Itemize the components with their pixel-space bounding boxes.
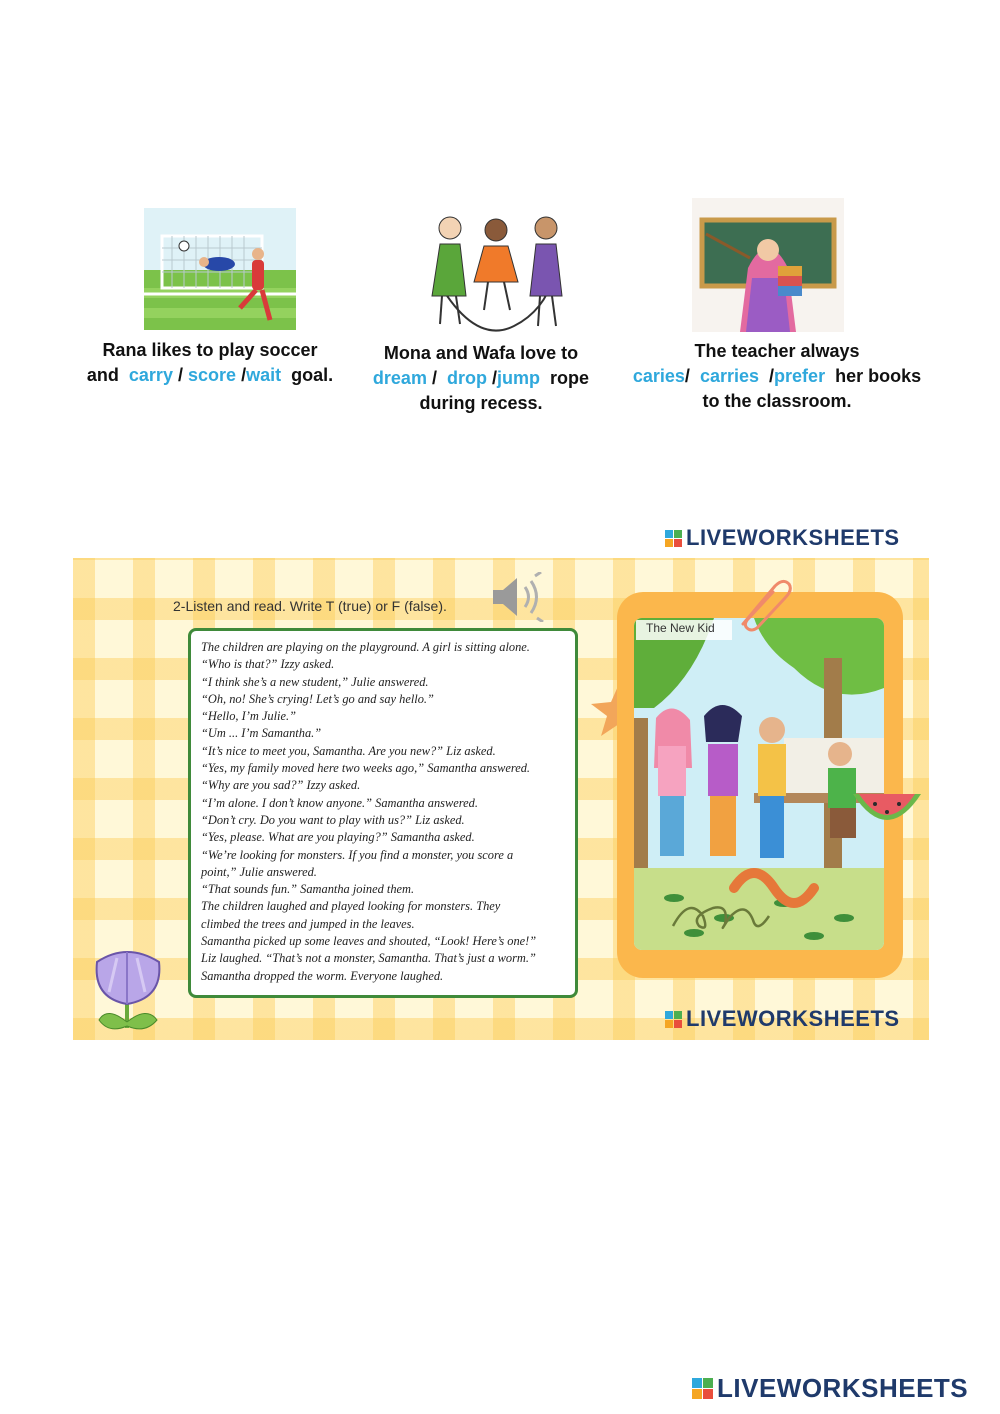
sentence-3-line3: to the classroom.: [702, 391, 852, 411]
story-line: “I’m alone. I don’t know anyone.” Samantha answered.: [201, 795, 478, 810]
story-line: “Oh, no! She’s crying! Let’s go and say hello.”: [201, 691, 434, 706]
option-jump[interactable]: jump: [497, 368, 541, 388]
option-drop[interactable]: drop: [447, 368, 487, 388]
sentence-3-post: her books: [835, 366, 922, 386]
story-line: “I think she’s a new student,” Julie answered.: [201, 674, 429, 689]
story-text-box: [188, 628, 578, 998]
sentence-3-line1: The teacher always: [694, 341, 860, 361]
sentence-2-line3: during recess.: [419, 393, 543, 413]
liveworksheets-logo: [665, 525, 900, 551]
scribble-icon: [669, 886, 779, 936]
soccer-picture: [144, 208, 296, 330]
story-line: climbed the trees and jumped in the leaves.: [201, 916, 415, 931]
teacher-picture: [692, 198, 844, 332]
logo-mark-icon: [665, 1011, 682, 1028]
sentence-2: [356, 341, 606, 416]
option-carries[interactable]: carries: [699, 366, 760, 386]
story-line: “Um ... I’m Samantha.”: [201, 726, 322, 741]
story-line: “Hello, I’m Julie.”: [201, 709, 296, 724]
logo-text: LIVEWORKSHEETS: [686, 1006, 900, 1031]
logo-mark-icon: [692, 1378, 713, 1399]
story-line: “Why are you sad?” Izzy asked.: [201, 778, 361, 793]
story-line: “Yes, my family moved here two weeks ago,” Samantha answered.: [201, 761, 531, 776]
story-line: “We’re looking for monsters. If you find a monster, you score a: [201, 847, 514, 862]
flower-icon: [87, 942, 169, 1036]
sentence-1-pre: and: [86, 365, 119, 385]
story-line: The children are playing on the playground. A girl is sitting alone.: [201, 640, 530, 654]
exercise-2-banner: [73, 558, 929, 1040]
story-line: point,” Julie answered.: [201, 864, 317, 879]
story-line: Liz laughed. “That’s not a monster, Samantha. That’s just a worm.”: [201, 951, 536, 966]
story-line: Samantha picked up some leaves and shouted, “Look! Here’s one!”: [201, 934, 537, 949]
sentence-2-line1: Mona and Wafa love to: [383, 343, 579, 363]
option-caries[interactable]: caries: [632, 366, 685, 386]
separator: /: [431, 368, 437, 388]
sentence-1-line1: Rana likes to play soccer: [102, 340, 318, 360]
watermelon-icon: [849, 776, 925, 838]
logo-mark-icon: [665, 530, 682, 547]
separator: /: [241, 365, 247, 385]
jump-rope-picture: [414, 206, 574, 334]
option-dream[interactable]: dream: [372, 368, 427, 388]
story-line: “Don’t cry. Do you want to play with us?” Liz asked.: [201, 812, 465, 827]
option-score[interactable]: score: [188, 365, 237, 385]
speaker-icon[interactable]: [485, 572, 551, 622]
sentence-3: [622, 339, 932, 414]
liveworksheets-logo: [692, 1373, 968, 1404]
sentence-1-post: goal.: [291, 365, 334, 385]
separator: /: [769, 366, 775, 386]
instruction: 2-Listen and read. Write T (true) or F (false).: [173, 598, 447, 614]
story-title: The New Kid: [646, 621, 715, 635]
story-line: “That sounds fun.” Samantha joined them.: [201, 882, 415, 897]
logo-text: LIVEWORKSHEETS: [717, 1373, 969, 1403]
logo-text: LIVEWORKSHEETS: [686, 525, 900, 550]
story-line: “Who is that?” Izzy asked.: [201, 657, 335, 672]
story-line: Samantha dropped the worm. Everyone laughed.: [201, 968, 444, 983]
option-prefer[interactable]: prefer: [774, 366, 826, 386]
sentence-2-post: rope: [550, 368, 590, 388]
separator: /: [684, 366, 690, 386]
story-line: “Yes, please. What are you playing?” Samantha asked.: [201, 830, 475, 845]
option-carry[interactable]: carry: [128, 365, 173, 385]
paperclip-icon: [733, 576, 793, 632]
story-line: “It’s nice to meet you, Samantha. Are you new?” Liz asked.: [201, 743, 496, 758]
separator: /: [177, 365, 183, 385]
option-wait[interactable]: wait: [246, 365, 282, 385]
liveworksheets-logo: [665, 1006, 900, 1032]
sentence-2-line2: [356, 366, 606, 391]
story-line: The children laughed and played looking for monsters. They: [201, 899, 501, 914]
separator: /: [492, 368, 498, 388]
sentence-1-line2: [70, 363, 350, 388]
sentence-3-line2: [622, 364, 932, 389]
sentence-1: [70, 338, 350, 388]
